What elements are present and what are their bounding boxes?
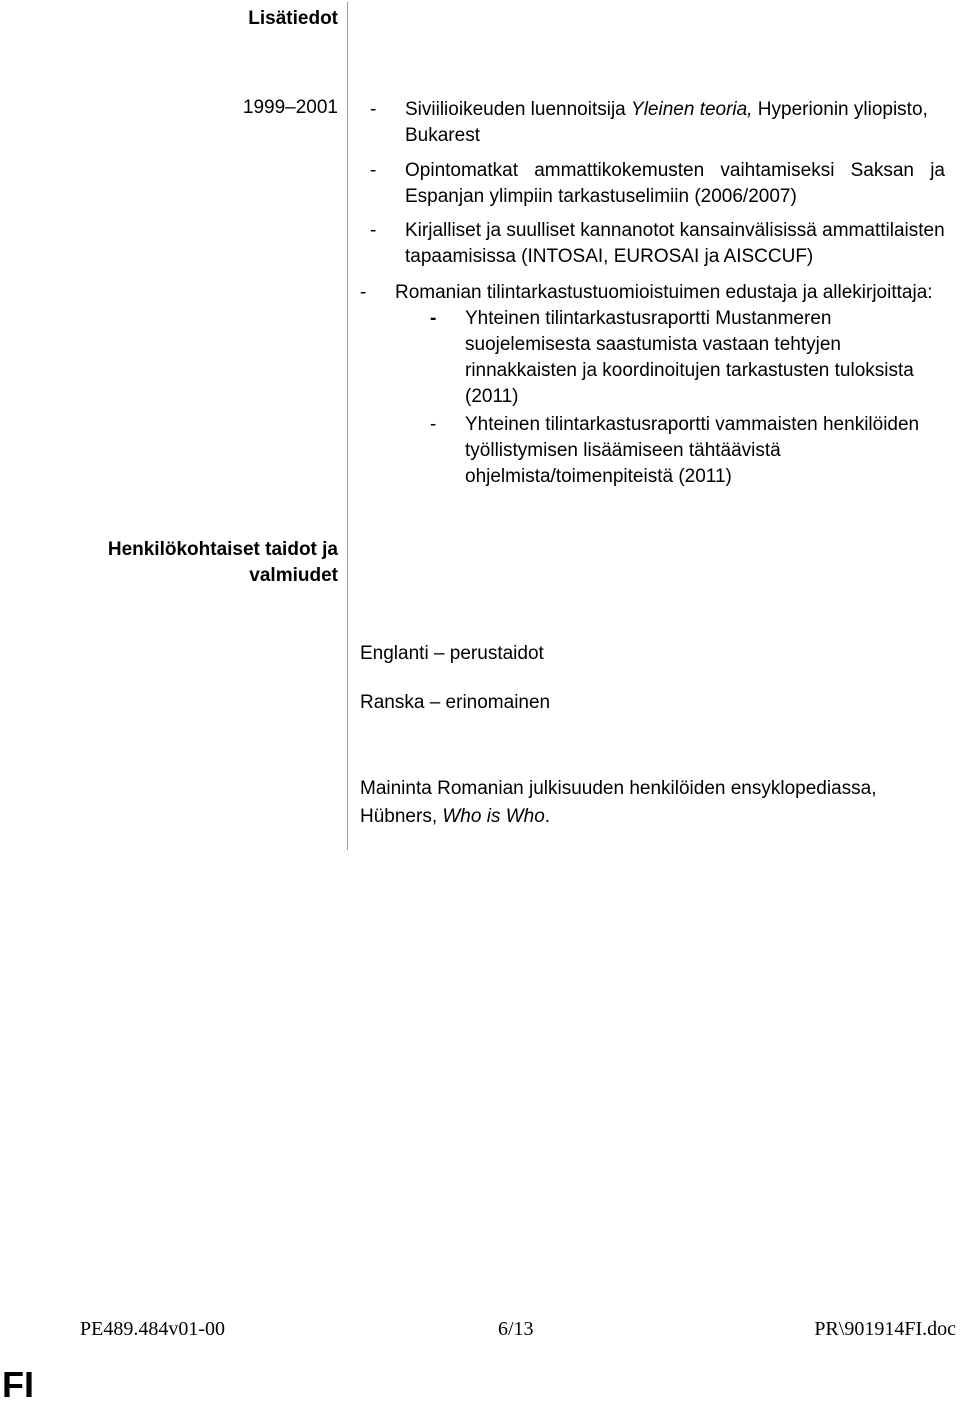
list-dash: -: [360, 282, 367, 303]
sublist-dash: -: [430, 414, 437, 435]
footer-file-name: PR\901914FI.doc: [814, 1318, 956, 1340]
list-item-lecturer: [405, 97, 928, 149]
mention-line1: Maininta Romanian julkisuuden henkilöiden ensyklopediassa,: [360, 778, 877, 799]
list-dash: -: [370, 220, 377, 241]
section-label-lisatiedot: Lisätiedot: [248, 8, 338, 29]
list-dash: -: [370, 160, 377, 181]
list-dash: -: [370, 99, 377, 120]
section-label-personal-line2: valmiudet: [249, 565, 338, 586]
item2-word: Saksan: [850, 160, 914, 181]
section-label-personal-line1: Henkilökohtaiset taidot ja: [107, 539, 338, 560]
item1-text-a: Siviilioikeuden luennoitsija: [405, 99, 632, 120]
sublist-item-disability-report: [465, 412, 919, 490]
footer-page-number: 6/13: [498, 1318, 534, 1340]
sub2-line: Yhteinen tilintarkastusraportti vammaisten henkilöiden: [465, 414, 920, 435]
footer-language-code: FI: [2, 1364, 34, 1405]
footer-doc-ref: PE489.484v01-00: [80, 1318, 225, 1340]
section-label-personal-skills: [108, 537, 338, 589]
item3-line2: tapaamisissa (INTOSAI, EUROSAI ja AISCCUF): [405, 246, 814, 267]
item2-line1: [405, 158, 945, 184]
item2-word: ammattikokemusten: [534, 160, 705, 181]
sub2-line: työllistymisen lisäämiseen tähtäävistä: [465, 440, 781, 461]
mention-italic: Who is Who: [442, 806, 545, 827]
period-label: 1999–2001: [242, 97, 338, 118]
sub1-line: suojelemisesta saastumista vastaan tehtyjen: [465, 334, 841, 355]
sub1-line: Yhteinen tilintarkastusraportti Mustanmeren: [465, 308, 832, 329]
list-item-statements: [405, 218, 945, 270]
column-divider: [347, 2, 348, 850]
sub1-line: (2011): [465, 386, 519, 407]
item2-line2: Espanjan ylimpiin tarkastuselimiin (2006/2007): [405, 186, 797, 207]
mention-text: Hübners,: [360, 806, 443, 827]
item2-word: ja: [930, 160, 945, 181]
encyclopedia-mention: [360, 775, 877, 831]
list-item-representative: Romanian tilintarkastustuomioistuimen edustaja ja allekirjoittaja:: [395, 282, 933, 303]
sub1-line: rinnakkaisten ja koordinoitujen tarkastusten tuloksista: [465, 360, 914, 381]
sub2-line: ohjelmista/toimenpiteistä (2011): [465, 466, 732, 487]
language-french: Ranska – erinomainen: [360, 692, 551, 713]
sublist-dash: -: [430, 308, 437, 329]
mention-line2: [360, 803, 877, 831]
sublist-item-black-sea-report: [465, 306, 914, 410]
item2-word: Opintomatkat: [405, 160, 518, 181]
item1-text-italic: Yleinen teoria,: [631, 99, 753, 120]
language-english: Englanti – perustaidot: [360, 643, 544, 664]
item1-line2: Bukarest: [405, 125, 480, 146]
mention-period: .: [544, 806, 551, 827]
item2-word: vaihtamiseksi: [720, 160, 835, 181]
item1-text-c: Hyperionin yliopisto,: [752, 99, 928, 120]
list-item-study-trips: [405, 158, 945, 210]
item3-line1: Kirjalliset ja suulliset kannanotot kansainvälisissä ammattilaisten: [405, 220, 945, 241]
